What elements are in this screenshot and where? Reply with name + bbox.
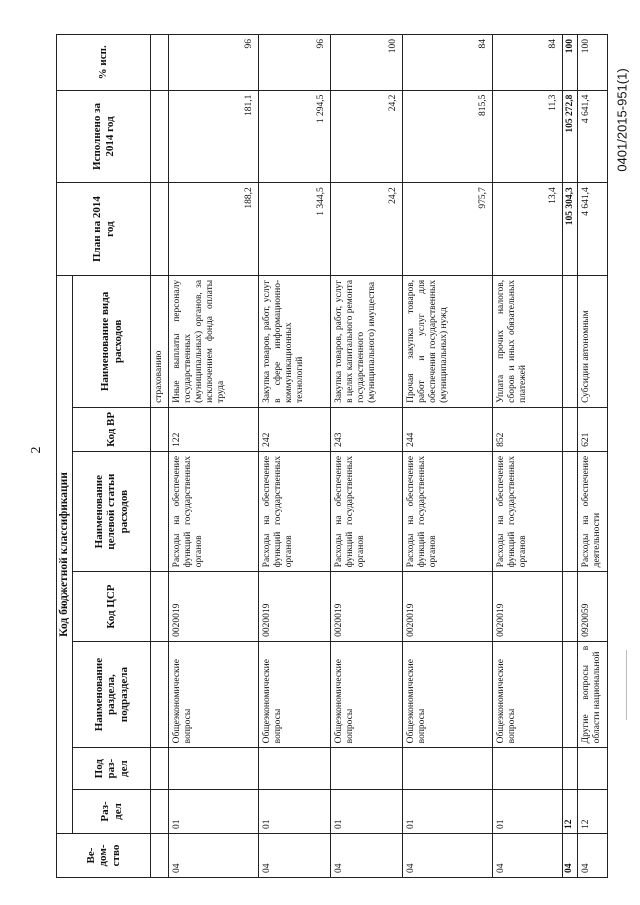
cell-pct: 84 [493,35,563,91]
header-vr-name: Наименование вида расходов [73,275,151,407]
cell-rz-name: Общеэкономические вопросы [331,641,403,748]
cell-ved: 04 [563,834,578,878]
cell-done: 181,1 [169,90,259,183]
cell-ved: 04 [403,834,493,878]
cell-pr [563,748,578,790]
cell-done: 105 272,8 [563,90,578,183]
table-row [493,35,563,878]
cell-rz [151,790,169,834]
cell-rz: 12 [563,790,578,834]
cell-done: 815,5 [403,90,493,183]
header-razdel-name: Наименование раздела, подраздела [73,641,151,748]
table-row [403,35,493,878]
cell-pct: 96 [169,35,259,91]
table-row [578,35,608,878]
cell-pct [151,35,169,91]
cell-rz-name: Общеэкономические вопросы [403,641,493,748]
rotated-table-layer [56,34,608,878]
cell-vr: 243 [331,407,403,451]
cell-plan [151,183,169,276]
cell-vr [151,407,169,451]
budget-table [56,34,608,878]
table-row [169,35,259,878]
cell-rz-name [563,641,578,748]
cell-plan: 105 304,3 [563,183,578,276]
budget-table-container [56,34,608,878]
cell-csr: 0920059 [578,572,608,641]
cell-csr: 0020019 [493,572,563,641]
cell-pct: 100 [578,35,608,91]
cell-vr-name: страхованию [151,275,169,407]
cell-rz-name: Общеэкономические вопросы [169,641,259,748]
header-done: Исполнено за 2014 год [57,90,151,183]
cell-ved: 04 [169,834,259,878]
cell-vr-name: Закупка товаров, работ, услуг в сфере информационно-коммуникационных технологий [259,275,331,407]
cell-csr [151,572,169,641]
cell-plan: 1 344,5 [259,183,331,276]
cell-csr-name: Расходы на обеспечение функций государственных органов [493,451,563,571]
cell-done: 11,3 [493,90,563,183]
cell-plan: 188,2 [169,183,259,276]
cell-csr-name: Расходы на обеспечение функций государственных органов [259,451,331,571]
cell-done: 1 294,5 [259,90,331,183]
page-number: 2 [29,446,44,454]
cell-ved: 04 [578,834,608,878]
cell-csr-name: Расходы на обеспечение деятельности [578,451,608,571]
cell-pct: 84 [403,35,493,91]
cell-plan: 13,4 [493,183,563,276]
cell-vr: 122 [169,407,259,451]
cell-csr: 0020019 [403,572,493,641]
cell-csr-name: Расходы на обеспечение функций государственных органов [331,451,403,571]
cell-vr: 852 [493,407,563,451]
cell-ved [151,834,169,878]
cell-plan: 24,2 [331,183,403,276]
cell-rz: 01 [169,790,259,834]
cell-vr-name: Иные выплаты персоналу государственных (муниципальных) органов, за исключением фонда оплаты труда [169,275,259,407]
cell-rz: 01 [331,790,403,834]
scan-margin-mark [626,650,627,720]
cell-vr-name: Уплата прочих налогов, сборов и иных обязательных платежей [493,275,563,407]
cell-csr-name [151,451,169,571]
header-pct: % исп. [57,35,151,91]
cell-csr: 0020019 [259,572,331,641]
cell-done: 4 641,4 [578,90,608,183]
cell-rz: 01 [403,790,493,834]
cell-csr-name [563,451,578,571]
cell-done: 24,2 [331,90,403,183]
cell-rz-name: Другие вопросы в области национальной [578,641,608,748]
cell-plan: 4 641,4 [578,183,608,276]
cell-vr-name: Закупка товаров, работ, услуг в целях капитального ремонта государственного (муниципального) имущества [331,275,403,407]
cell-ved: 04 [493,834,563,878]
cell-pr [169,748,259,790]
cell-pr [259,748,331,790]
cell-csr: 0020019 [169,572,259,641]
table-row [151,35,169,878]
header-razdel: Раз-дел [73,790,151,834]
cell-csr [563,572,578,641]
header-csr: Код ЦСР [73,572,151,641]
document-id: 0401/2015-951(1) [614,68,630,172]
cell-pct: 96 [259,35,331,91]
header-vedomstvo: Ве-дом-ство [57,834,151,878]
table-row [331,35,403,878]
cell-pct: 100 [563,35,578,91]
cell-rz-name: Общеэкономические вопросы [259,641,331,748]
header-plan: План на 2014 год [57,183,151,276]
table-row-total [563,35,578,878]
cell-vr-name [563,275,578,407]
cell-rz: 12 [578,790,608,834]
cell-rz: 01 [259,790,331,834]
cell-ved: 04 [331,834,403,878]
cell-vr-name: Субсидии автономным [578,275,608,407]
cell-csr-name: Расходы на обеспечение функций государственных органов [169,451,259,571]
cell-vr: 621 [578,407,608,451]
cell-pr [493,748,563,790]
cell-vr-name: Прочая закупка товаров, работ и услуг для обеспечения государственных (муниципальных) нужд [403,275,493,407]
cell-csr-name: Расходы на обеспечение функций государственных органов [403,451,493,571]
cell-rz-name [151,641,169,748]
cell-ved: 04 [259,834,331,878]
cell-csr: 0020019 [331,572,403,641]
cell-done [151,90,169,183]
cell-vr: 244 [403,407,493,451]
cell-pr [331,748,403,790]
header-vr: Код ВР [73,407,151,451]
cell-vr [563,407,578,451]
header-group-budget-code: Код бюджетной классификации [57,275,73,833]
cell-plan: 975,7 [403,183,493,276]
cell-pr [578,748,608,790]
header-csr-name: Наименование целевой статьи расходов [73,451,151,571]
header-podrazdel: Под раз-дел [73,748,151,790]
cell-vr: 242 [259,407,331,451]
cell-pr [151,748,169,790]
table-row [259,35,331,878]
cell-rz-name: Общеэкономические вопросы [493,641,563,748]
cell-rz: 01 [493,790,563,834]
cell-pct: 100 [331,35,403,91]
cell-pr [403,748,493,790]
